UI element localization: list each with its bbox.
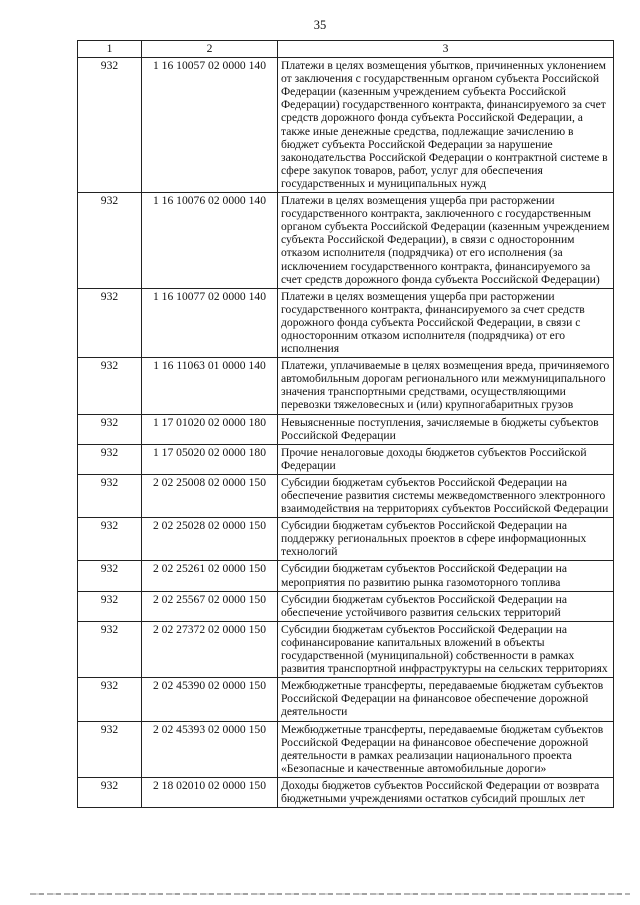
description-cell: Субсидии бюджетам субъектов Российской Федерации на обеспечение устойчивого развития сельских территорий (278, 591, 614, 621)
revenue-code-cell: 2 02 45390 02 0000 150 (142, 678, 278, 721)
revenue-code-cell: 2 18 02010 02 0000 150 (142, 777, 278, 807)
revenue-code-cell: 1 16 10076 02 0000 140 (142, 193, 278, 289)
table-row (78, 414, 614, 444)
table-row (78, 621, 614, 677)
admin-code-cell: 932 (78, 721, 142, 777)
table-row (78, 444, 614, 474)
table-row (78, 474, 614, 517)
table-row (78, 518, 614, 561)
description-cell: Платежи в целях возмещения ущерба при расторжении государственного контракта, заключенного с государственным органом субъекта Российской Федерации (казенным учреждением субъекта Российской Федерации), в связи с односторонним отказом исполнителя (подрядчика) от его исполнения (за исключением государственного контракта, финансируемого за счет средств дорожного фонда субъекта Российской Федерации) (278, 193, 614, 289)
table-header-row (78, 41, 614, 58)
admin-code-cell: 932 (78, 414, 142, 444)
description-cell: Межбюджетные трансферты, передаваемые бюджетам субъектов Российской Федерации на финансовое обеспечение дорожной деятельности (278, 678, 614, 721)
admin-code-cell: 932 (78, 678, 142, 721)
scan-artifact-line (30, 893, 630, 895)
admin-code-cell: 932 (78, 561, 142, 591)
header-col-2: 2 (142, 41, 278, 58)
admin-code-cell: 932 (78, 591, 142, 621)
description-cell: Платежи в целях возмещения ущерба при расторжении государственного контракта, финансируемого за счет средств дорожного фонда субъекта Российской Федерации, в связи с односторонним отказом исполнителя (подрядчика) от его исполнения (278, 288, 614, 357)
admin-code-cell: 932 (78, 444, 142, 474)
revenue-code-cell: 2 02 25028 02 0000 150 (142, 518, 278, 561)
revenue-code-cell: 2 02 25261 02 0000 150 (142, 561, 278, 591)
header-col-1: 1 (78, 41, 142, 58)
revenue-code-cell: 2 02 27372 02 0000 150 (142, 621, 278, 677)
table-row (78, 678, 614, 721)
revenue-code-cell: 1 16 11063 01 0000 140 (142, 358, 278, 414)
admin-code-cell: 932 (78, 288, 142, 357)
admin-code-cell: 932 (78, 193, 142, 289)
admin-code-cell: 932 (78, 358, 142, 414)
description-cell: Субсидии бюджетам субъектов Российской Федерации на поддержку региональных проектов в сфере информационных технологий (278, 518, 614, 561)
revenue-code-cell: 1 17 01020 02 0000 180 (142, 414, 278, 444)
table-row (78, 58, 614, 193)
revenue-code-cell: 1 16 10057 02 0000 140 (142, 58, 278, 193)
page-number: 35 (313, 18, 327, 32)
admin-code-cell: 932 (78, 474, 142, 517)
revenue-code-cell: 2 02 25008 02 0000 150 (142, 474, 278, 517)
description-cell: Платежи, уплачиваемые в целях возмещения вреда, причиняемого автомобильным дорогам регионального или межмуниципального значения транспортными средствами, осуществляющими перевозки тяжеловесных и (или) крупногабаритных грузов (278, 358, 614, 414)
description-cell: Субсидии бюджетам субъектов Российской Федерации на мероприятия по развитию рынка газомоторного топлива (278, 561, 614, 591)
revenue-code-cell: 1 16 10077 02 0000 140 (142, 288, 278, 357)
table-row (78, 721, 614, 777)
admin-code-cell: 932 (78, 58, 142, 193)
budget-revenue-table (77, 40, 614, 808)
table-row (78, 561, 614, 591)
table-row (78, 288, 614, 357)
description-cell: Платежи в целях возмещения убытков, причиненных уклонением от заключения с государственным органом субъекта Российской Федерации (казенным учреждением субъекта Российской Федерации) государственного контракта, финансируемого за счет средств дорожного фонда субъекта Российской Федерации, а также иные денежные средства, подлежащие зачислению в бюджет субъекта Российской Федерации за нарушение законодательства Российской Федерации о контрактной системе в сфере закупок товаров, работ, услуг для обеспечения государственных и муниципальных нужд (278, 58, 614, 193)
admin-code-cell: 932 (78, 518, 142, 561)
description-cell: Межбюджетные трансферты, передаваемые бюджетам субъектов Российской Федерации на финансовое обеспечение дорожной деятельности в рамках реализации национального проекта «Безопасные и качественные автомобильные дороги» (278, 721, 614, 777)
revenue-code-cell: 2 02 25567 02 0000 150 (142, 591, 278, 621)
admin-code-cell: 932 (78, 621, 142, 677)
revenue-code-cell: 1 17 05020 02 0000 180 (142, 444, 278, 474)
description-cell: Невыясненные поступления, зачисляемые в бюджеты субъектов Российской Федерации (278, 414, 614, 444)
description-cell: Субсидии бюджетам субъектов Российской Федерации на обеспечение развития системы межведомственного электронного взаимодействия на территориях субъектов Российской Федерации (278, 474, 614, 517)
revenue-code-cell: 2 02 45393 02 0000 150 (142, 721, 278, 777)
table-row (78, 777, 614, 807)
description-cell: Доходы бюджетов субъектов Российской Федерации от возврата бюджетными учреждениями остатков субсидий прошлых лет (278, 777, 614, 807)
table-row (78, 358, 614, 414)
table-row (78, 193, 614, 289)
description-cell: Субсидии бюджетам субъектов Российской Федерации на софинансирование капитальных вложений в объекты государственной (муниципальной) собственности в рамках развития транспортной инфраструктуры на сельских территориях (278, 621, 614, 677)
admin-code-cell: 932 (78, 777, 142, 807)
table-row (78, 591, 614, 621)
header-col-3: 3 (278, 41, 614, 58)
description-cell: Прочие неналоговые доходы бюджетов субъектов Российской Федерации (278, 444, 614, 474)
